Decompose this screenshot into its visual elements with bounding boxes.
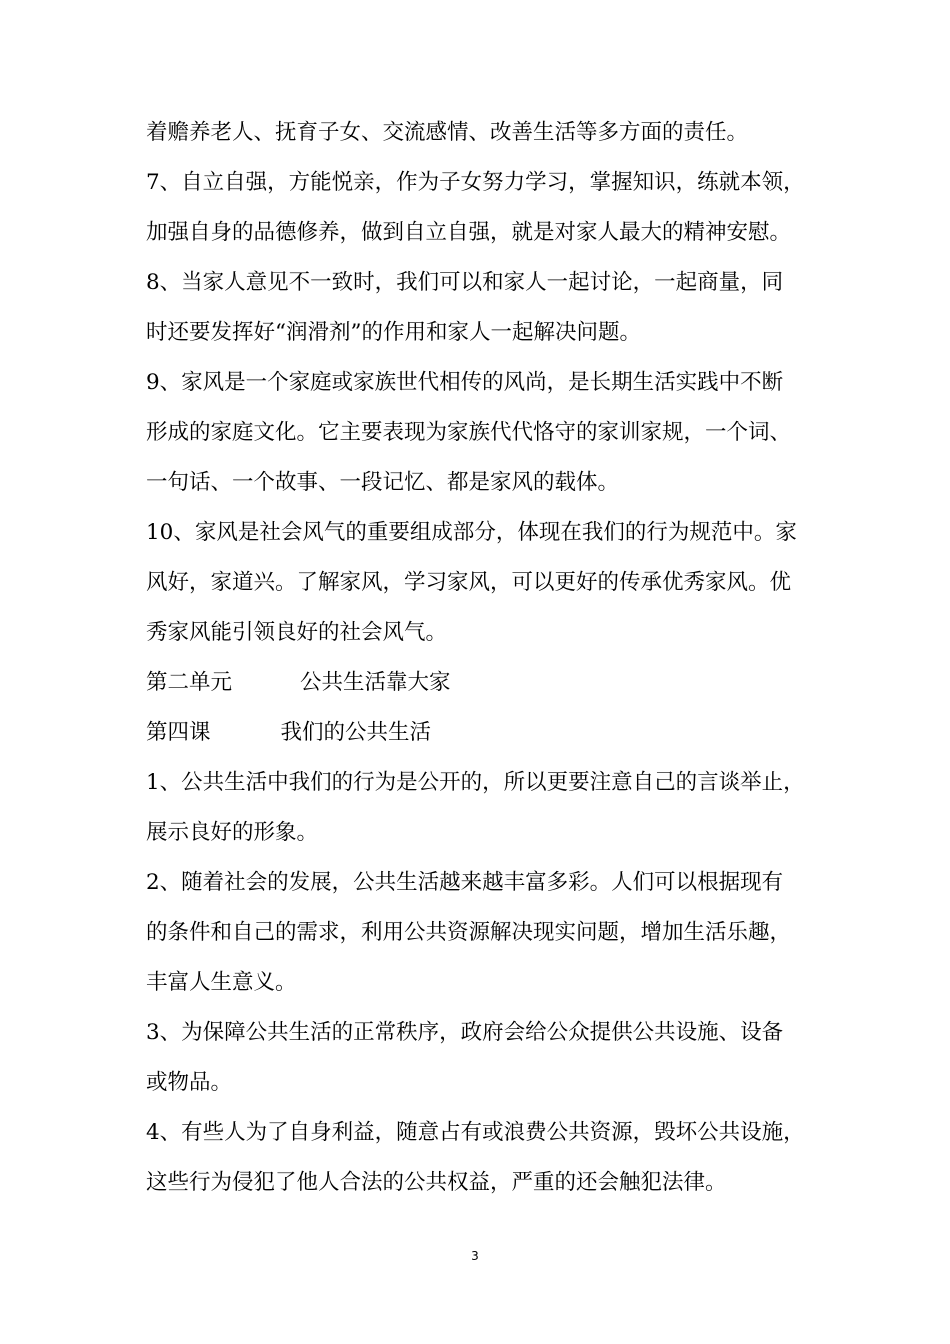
text-line: 着赡养老人、抚育子女、交流感情、改善生活等多方面的责任。 <box>146 120 749 145</box>
text-line: 秀家风能引领良好的社会风气。 <box>146 620 448 645</box>
text-line: 8、当家人意见不一致时，我们可以和家人一起讨论，一起商量，同 <box>146 270 784 295</box>
page-number: 3 <box>471 1249 479 1263</box>
text-line: 7、自立自强，方能悦亲，作为子女努力学习，掌握知识，练就本领， <box>146 170 805 195</box>
text-line: 4、有些人为了自身利益，随意占有或浪费公共资源，毁坏公共设施， <box>146 1120 805 1145</box>
text-line: 3、为保障公共生活的正常秩序，政府会给公众提供公共设施、设备 <box>146 1020 784 1045</box>
unit-heading-title: 公共生活靠大家 <box>300 670 451 695</box>
text-line: 加强自身的品德修养，做到自立自强，就是对家人最大的精神安慰。 <box>146 220 792 245</box>
text-line: 2、随着社会的发展，公共生活越来越丰富多彩。人们可以根据现有 <box>146 870 784 895</box>
text-line: 的条件和自己的需求，利用公共资源解决现实问题，增加生活乐趣， <box>146 920 792 945</box>
lesson-heading <box>146 718 826 748</box>
text-line: 这些行为侵犯了他人合法的公共权益，严重的还会触犯法律。 <box>146 1170 727 1195</box>
text-line: 10、家风是社会风气的重要组成部分，体现在我们的行为规范中。家 <box>146 520 797 545</box>
text-line: 9、家风是一个家庭或家族世代相传的风尚，是长期生活实践中不断 <box>146 370 784 395</box>
text-line: 丰富人生意义。 <box>146 970 297 995</box>
text-line: 或物品。 <box>146 1070 233 1095</box>
unit-heading-label: 第二单元 <box>146 670 233 695</box>
text-line: 时还要发挥好“润滑剂”的作用和家人一起解决问题。 <box>146 320 641 345</box>
lesson-heading-label: 第四课 <box>146 720 211 745</box>
text-line: 一句话、一个故事、一段记忆、都是家风的载体。 <box>146 470 620 495</box>
unit-heading <box>146 668 826 698</box>
lesson-heading-title: 我们的公共生活 <box>280 720 432 745</box>
text-line: 风好，家道兴。了解家风，学习家风，可以更好的传承优秀家风。优 <box>146 570 792 595</box>
text-line: 1、公共生活中我们的行为是公开的，所以更要注意自己的言谈举止， <box>146 770 805 795</box>
text-line: 形成的家庭文化。它主要表现为家族代代恪守的家训家规，一个词、 <box>146 420 792 445</box>
text-line: 展示良好的形象。 <box>146 820 319 845</box>
